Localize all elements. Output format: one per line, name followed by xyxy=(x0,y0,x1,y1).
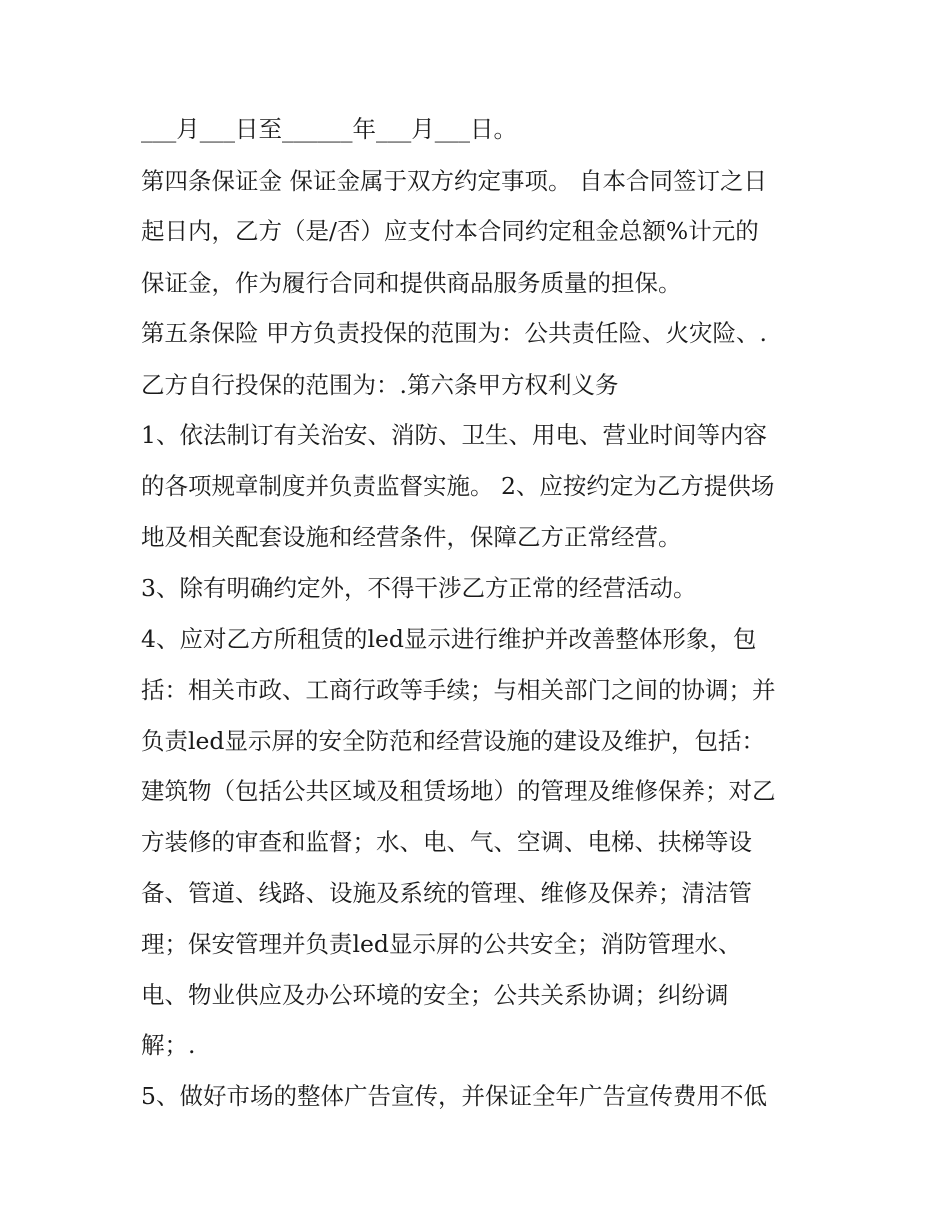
text-line: 保证金，作为履行合同和提供商品服务质量的担保。 xyxy=(141,269,682,297)
text-line: 第四条保证金 保证金属于双方约定事项。 自本合同签订之日 xyxy=(141,167,767,195)
text-line: 5、做好市场的整体广告宣传，并保证全年广告宣传费用不低 xyxy=(141,1082,767,1110)
text-line: 理；保安管理并负责led显示屏的公共安全；消防管理水、 xyxy=(141,930,742,958)
text-line: 1、依法制订有关治安、消防、卫生、用电、营业时间等内容 xyxy=(141,421,767,449)
text-line: 备、管道、线路、设施及系统的管理、维修及保养；清洁管 xyxy=(141,879,752,907)
text-line: 4、应对乙方所租赁的led显示进行维护并改善整体形象，包 xyxy=(141,625,757,653)
text-line: 解；. xyxy=(141,1031,196,1059)
text-line: 负责led显示屏的安全防范和经营设施的建设及维护，包括： xyxy=(141,727,765,755)
text-line: 乙方自行投保的范围为：.第六条甲方权利义务 xyxy=(141,371,619,399)
text-line: 电、物业供应及办公环境的安全；公共关系协调；纠纷调 xyxy=(141,981,729,1009)
text-line: 方装修的审查和监督；水、电、气、空调、电梯、扶梯等设 xyxy=(141,828,752,856)
text-line: 起日内，乙方（是/否）应支付本合同约定租金总额%计元的 xyxy=(141,217,759,245)
text-line: 括：相关市政、工商行政等手续；与相关部门之间的协调；并 xyxy=(141,676,776,704)
text-line: 地及相关配套设施和经营条件，保障乙方正常经营。 xyxy=(141,523,682,551)
text-line: ___月___日至______年___月___日。 xyxy=(141,115,517,143)
text-line: 建筑物（包括公共区域及租赁场地）的管理及维修保养；对乙 xyxy=(141,777,776,805)
text-line: 第五条保险 甲方负责投保的范围为：公共责任险、火灾险、. xyxy=(141,319,767,347)
text-line: 的各项规章制度并负责监督实施。 2、应按约定为乙方提供场 xyxy=(141,472,775,500)
text-line: 3、除有明确约定外，不得干涉乙方正常的经营活动。 xyxy=(141,574,697,602)
